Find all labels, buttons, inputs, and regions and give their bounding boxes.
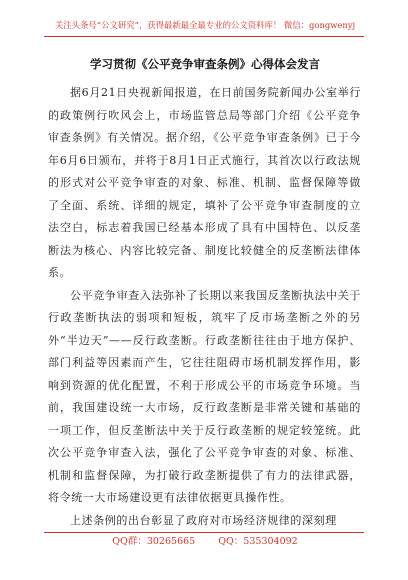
document-body bbox=[48, 82, 361, 532]
footer-qq: QQ：535304092 bbox=[218, 536, 298, 547]
paragraph-3: 上述条例的出台彰显了政府对市场经济规律的深刻理 bbox=[70, 513, 337, 527]
paragraph-2: 公平竞争审查入法弥补了长期以来我国反垄断执法中关于行政垄断执法的弱项和短板，筑牢了反市场垄断之外的另外“半边天”——反行政垄断。行政垄断往往由于地方保护、部门利益等因素而产生，它往往阻碍市场机制发挥作用，影响到资源的优化配置，不利于形成公平的市场竞争环境。当前，我国建设统一大市场，反行政垄断是非常关键和基础的一项工作，但反垄断法中关于反行政垄断的规定较笼统。此次公平竞争审查入法，强化了公平竞争审查的对象、标准、机制和监督保障，为打破行政垄断提供了有力的法律武器，将令统一大市场建设更有法律依据更具操作性。 bbox=[48, 288, 361, 504]
footer-qq-group: QQ群：30265665 bbox=[112, 536, 196, 547]
footer-divider bbox=[44, 532, 364, 533]
document-title: 学习贯彻《公平竞争审查条例》心得体会发言 bbox=[90, 57, 320, 71]
footer-contact bbox=[40, 535, 370, 549]
header-promo-note: 关注头条号“公文研究”，获得最新最全最专业的公文资料库！ 微信：gongwenyj bbox=[54, 20, 356, 30]
paragraph-1: 据6月21日央视新闻报道，在日前国务院新闻办公室举行的政策例行吹风会上，市场监管总局等部门介绍《公平竞争审查条例》有关情况。据介绍，《公平竞争审查条例》已于今年6月6日颁布，并将于8月1日正式施行，其首次以行政法规的形式对公平竞争审查的对象、标准、机制、监督保障等做了全面、系统、详细的规定，填补了公平竞争审查制度的立法空白，标志着我国已经基本形成了具有中国特色、以反垄断法为核心、内容比较完备、制度比较健全的反垄断法律体系。 bbox=[48, 86, 361, 279]
header-divider bbox=[44, 36, 364, 37]
